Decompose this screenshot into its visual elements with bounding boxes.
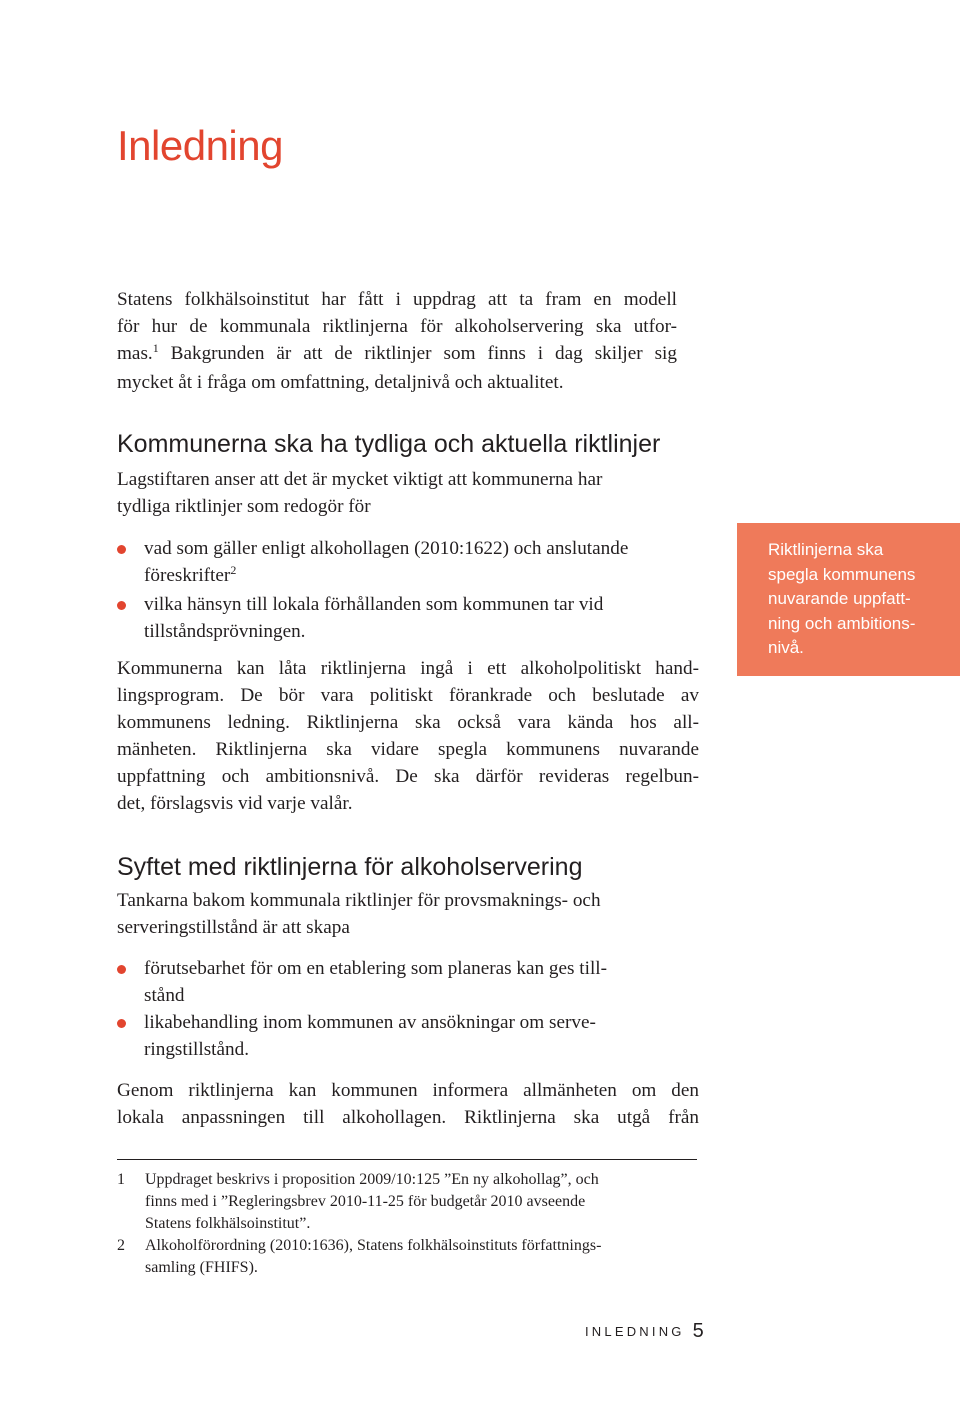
footnote-number: 2 [117,1237,125,1254]
bullet-icon [117,965,126,974]
quote-line: Riktlinjerna ska [768,540,884,559]
text-line: det, förslagsvis vid varje valår. [117,793,353,814]
text-line: lokala anpassningen till alkohollagen. Riktlinjerna ska utgå från [117,1107,699,1128]
text-line: kommunens ledning. Riktlinjerna ska också vara kända hos all- [117,712,699,733]
text-line: för hur de kommunala riktlinjerna för alkoholservering ska utfor- [117,316,677,337]
text-line: Alkoholförordning (2010:1636), Statens folkhälsoinstituts författnings- [145,1237,602,1254]
text-line: vilka hänsyn till lokala förhållanden som kommunen tar vid [144,594,604,615]
section2-lead [117,887,697,941]
footnote-divider [117,1159,697,1160]
section2-paragraph [117,1077,699,1131]
chapter-title: Inledning [117,122,283,169]
footnote-number: 1 [117,1171,125,1188]
text-line: likabehandling inom kommunen av ansökningar om serve- [144,1012,596,1033]
list-item [117,1009,697,1063]
footnote-2 [117,1235,697,1279]
text-line: Tankarna bakom kommunala riktlinjer för provsmaknings- och [117,890,601,911]
text-line: mänheten. Riktlinjerna ska vidare spegla kommunens nuvarande [117,739,699,760]
section1-paragraph [117,655,699,817]
list-item [117,591,697,645]
running-footer-label: INLEDNING [585,1324,685,1339]
text-line: lingsprogram. De bör vara politiskt förankrade och beslutade av [117,685,699,706]
sidebar-quote [737,523,960,676]
section1-lead [117,466,697,520]
text-line: finns med i ”Regleringsbrev 2010-11-25 för budgetår 2010 avseende [145,1193,586,1210]
text-segment: mas. [117,343,153,364]
text-segment: föreskrifter [144,565,231,586]
footnote-1 [117,1169,697,1235]
footnote-ref-1: 1 [152,341,159,355]
text-line: Uppdraget beskrivs i proposition 2009/10:125 ”En ny alkohollag”, och [145,1171,599,1188]
quote-line: spegla kommunens [768,564,916,584]
text-line: tydliga riktlinjer som redogör för [117,496,371,517]
text-line: stånd [144,985,185,1006]
text-line: ringstillstånd. [144,1039,249,1060]
text-line: Kommunerna kan låta riktlinjerna ingå i ett alkoholpolitiskt hand- [117,658,699,679]
text-line: samling (FHIFS). [145,1259,258,1276]
text-line: mycket åt i fråga om omfattning, detaljnivå och aktualitet. [117,372,564,393]
text-line: Genom riktlinjerna kan kommunen informera allmänheten om den [117,1080,699,1101]
bullet-icon [117,601,126,610]
text-line: uppfattning och ambitionsnivå. De ska därför revideras regelbun- [117,766,699,787]
intro-paragraph [117,286,677,396]
quote-line: nuvarande uppfatt- [768,589,911,608]
text-line: Statens folkhälsoinstitut”. [145,1215,311,1232]
text-line: Lagstiftaren anser att det är mycket viktigt att kommunerna har [117,469,603,490]
footnotes [117,1169,697,1279]
quote-line: ning och ambitions- [768,613,916,633]
section-heading-guidelines: Kommunerna ska ha tydliga och aktuella riktlinjer [117,430,661,458]
text-line: vad som gäller enligt alkohollagen (2010:1622) och anslutande [144,538,629,559]
page-folio [585,1320,704,1343]
quote-line: nivå. [768,638,804,657]
text-line [144,562,697,591]
text-line: förutsebarhet för om en etablering som planeras kan ges till- [144,958,608,979]
section-heading-purpose: Syftet med riktlinjerna för alkoholservering [117,853,583,881]
text-line: serveringstillstånd är att skapa [117,917,350,938]
list-item [117,535,697,591]
text-line: tillståndsprövningen. [144,621,306,642]
bullet-icon [117,545,126,554]
text-line [117,340,677,369]
section2-bullet-list [117,955,697,1063]
section1-bullet-list [117,535,697,645]
page-number: 5 [692,1320,704,1342]
text-line: Statens folkhälsoinstitut har fått i uppdrag att ta fram en modell [117,289,677,310]
text-segment: Bakgrunden är att de riktlinjer som finns i dag skiljer sig [158,343,677,364]
footnote-ref-2: 2 [230,563,237,577]
bullet-icon [117,1019,126,1028]
list-item [117,955,697,1009]
